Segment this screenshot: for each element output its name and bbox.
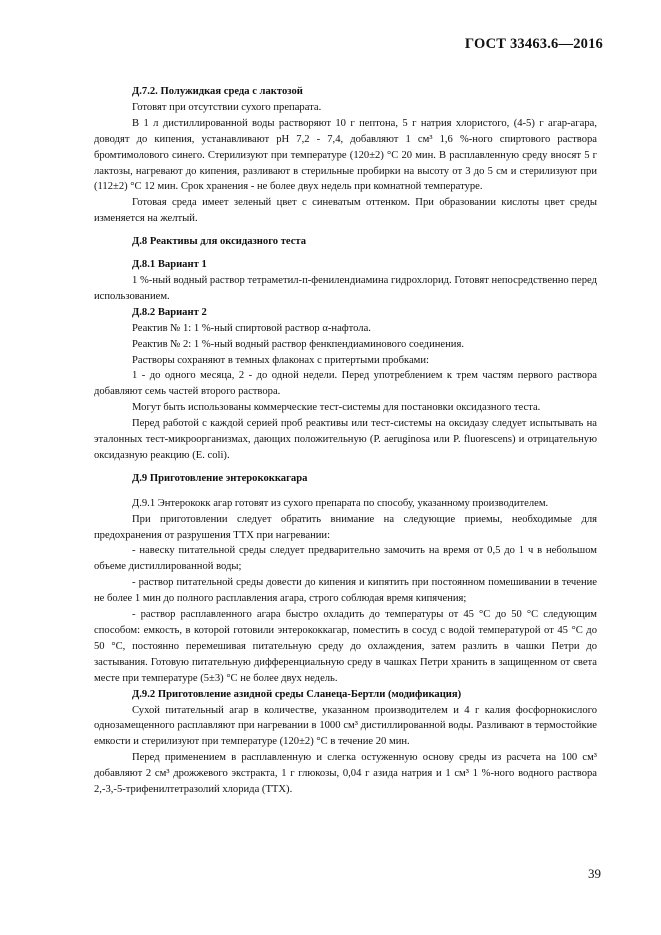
paragraph: Перед работой с каждой серией проб реактивы или тест-системы на оксидазу следует испытывать на эталонных тест-микроорганизмах, дающих положительную (P. aeruginosa или P. fluorescens) и отрицательную оксидазную реакцию (E. coli).	[94, 418, 597, 461]
document-body	[94, 84, 597, 798]
section-heading: Д.7.2. Полужидкая среда с лактозой	[132, 86, 303, 97]
paragraph: Растворы сохраняют в темных флаконах с притертыми пробками:	[132, 354, 429, 366]
section-heading: Д.9.2 Приготовление азидной среды Сланеца-Бертли (модификация)	[132, 688, 462, 700]
paragraph: В 1 л дистиллированной воды растворяют 10 г пептона, 5 г натрия хлористого, (4-5) г агар-агара, доводят до кипения, устанавливают pH 7,2 - 7,4, добавляют 1 см³ 1,6 %-ного спиртового раствора бромтимолового синего. Стерилизуют при температуре (120±2) °С 20 мин. В расплавленную среду вносят 5 г лактозы, нагревают до кипения, разливают в стерильные пробирки на высоту от 3 до 5 см и стерилизуют при (112±2) °С 12 мин. Срок хранения - не более двух недель при комнатной температуре.	[94, 117, 597, 193]
paragraph: Готовая среда имеет зеленый цвет с синеватым оттенком. При образовании кислоты цвет среды изменяется на желтый.	[94, 197, 597, 225]
page-number: 39	[588, 866, 601, 881]
section-heading: Д.8.2 Вариант 2	[132, 306, 207, 318]
paragraph: - навеску питательной среды следует предварительно замочить на время от 0,5 до 1 ч в небольшом объеме дистиллированной воды;	[94, 545, 597, 573]
paragraph: 1 %-ный водный раствор тетраметил-п-фенилендиамина гидрохлорид. Готовят непосредственно перед использованием.	[94, 274, 597, 302]
paragraph: - раствор питательной среды довести до кипения и кипятить при постоянном помешивании в течение не более 1 мин до полного расплавления агара, строго соблюдая время кипячения;	[94, 577, 597, 605]
paragraph: Могут быть использованы коммерческие тест-системы для постановки оксидазного теста.	[132, 402, 541, 414]
paragraph: Сухой питательный агар в количестве, указанном производителем и 4 г калия фосфорнокислого однозамещенного расплавляют при нагревании в 1000 см³ дистиллированной воды. Разливают в термостойкие емкости и стерилизуют при температуре (120±2) °С в течение 20 мин.	[94, 704, 597, 748]
paragraph: Готовят при отсутствии сухого препарата.	[132, 101, 322, 113]
section-heading: Д.8.1 Вариант 1	[132, 259, 207, 271]
paragraph: - раствор расплавленного агара быстро охладить до температуры от 45 °С до 50 °С следующим способом: емкость, в которой готовили энтерококкагар, поместить в сосуд с водой температурой от 45 °С до 50 °С, постоянно перемешивая питательную среду до охлаждения, затем разлить в чашки Петри до застывания. Готовую питательную дифференциальную среду в чашках Петри хранить в защищенном от света месте при температуре (5±3) °С не более двух недель.	[94, 609, 597, 684]
paragraph: Д.9.1 Энтерококк агар готовят из сухого препарата по способу, указанному производителем.	[132, 497, 549, 509]
document-number: ГОСТ 33463.6—2016	[464, 36, 603, 52]
section-heading: Д.9 Приготовление энтерококкагара	[132, 472, 308, 484]
paragraph: 1 - до одного месяца, 2 - до одной недели. Перед употреблением к трем частям первого раствора добавляют семь частей второго раствора.	[94, 370, 597, 398]
paragraph: Реактив № 2: 1 %-ный водный раствор фенкпендиаминового соединения.	[132, 338, 464, 350]
paragraph: При приготовлении следует обратить внимание на следующие приемы, необходимые для предохранения от разрушения ТТХ при нагревании:	[94, 513, 597, 541]
paragraph: Реактив № 1: 1 %-ный спиртовой раствор α-нафтола.	[132, 322, 371, 334]
section-heading: Д.8 Реактивы для оксидазного теста	[132, 236, 307, 248]
paragraph: Перед применением в расплавленную и слегка остуженную основу среды из расчета на 100 см³ добавляют 2 см³ дрожжевого экстракта, 1 г глюкозы, 0,04 г азида натрия и 1 см³ 1 %-ного водного раствора 2,-3,-5-трифенилтетразолий хлорида (ТТХ).	[94, 752, 597, 796]
